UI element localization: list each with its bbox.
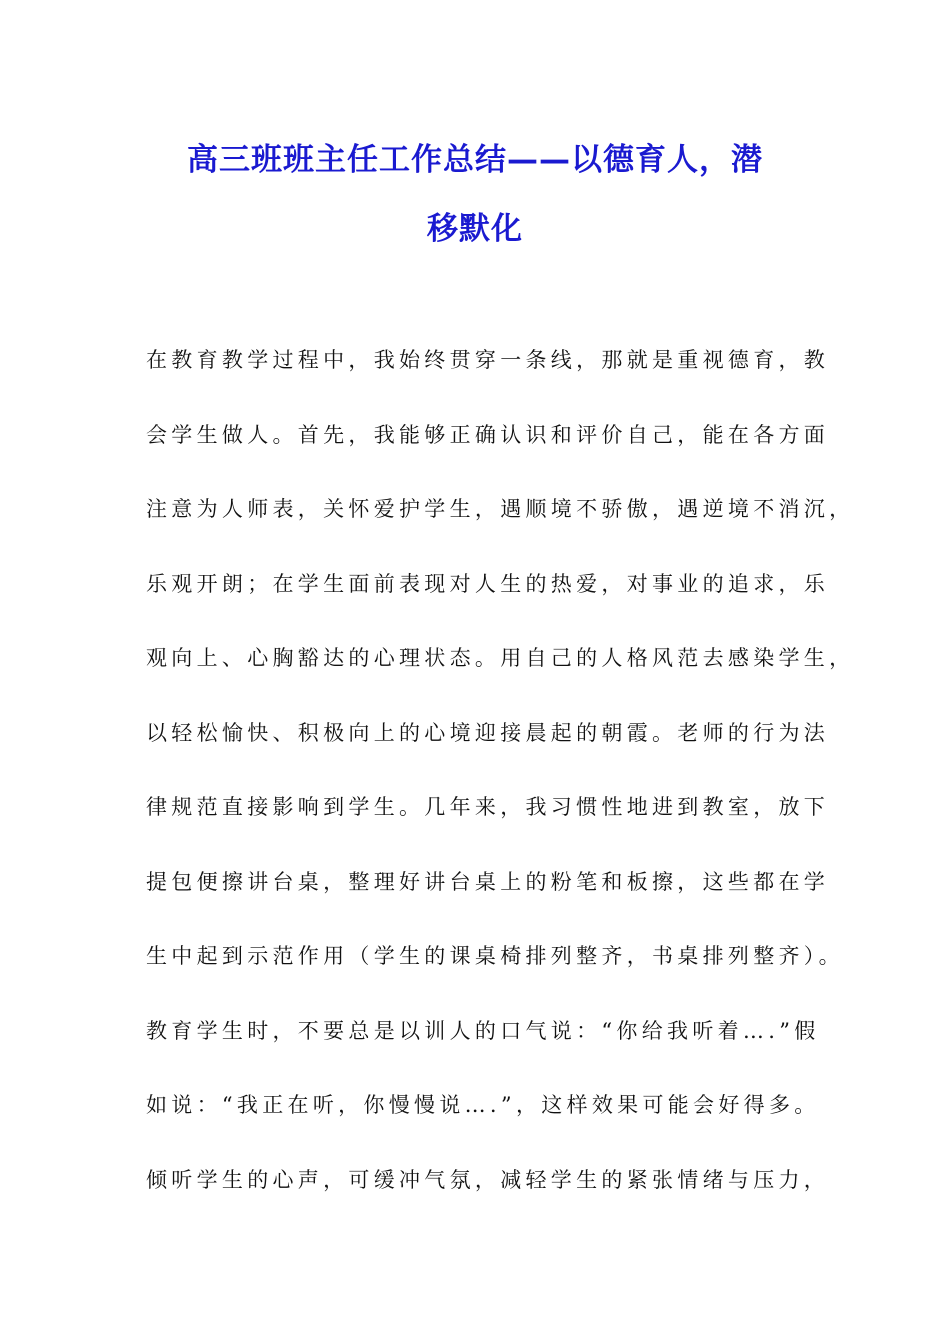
document-body	[146, 340, 855, 1234]
body-line: 在教育教学过程中，我始终贯穿一条线，那就是重视德育，教	[146, 348, 830, 372]
body-line: 以轻松愉快、积极向上的心境迎接晨起的朝霞。老师的行为法	[146, 720, 830, 745]
body-line: 生中起到示范作用（学生的课桌椅排列整齐，书桌排列整齐）。	[146, 944, 844, 968]
body-line: 乐观开朗；在学生面前表现对人生的热爱，对事业的追求，乐	[146, 571, 830, 596]
body-line: 倾听学生的心声，可缓冲气氛，减轻学生的紧张情绪与压力，	[146, 1167, 830, 1192]
body-line: 教育学生时，不要总是以训人的口气说：“你给我听着….”假	[146, 1018, 820, 1043]
body-line: 律规范直接影响到学生。几年来，我习惯性地进到教室，放下	[146, 795, 830, 819]
body-line: 会学生做人。首先，我能够正确认识和评价自己，能在各方面	[146, 422, 830, 447]
body-line: 注意为人师表，关怀爱护学生，遇顺境不骄傲，遇逆境不消沉，	[146, 497, 855, 521]
body-line: 观向上、心胸豁达的心理状态。用自己的人格风范去感染学生，	[146, 646, 855, 670]
document-title-line-2: 移默化	[427, 211, 523, 247]
document-title-line-1: 高三班班主任工作总结——以德育人，潜	[187, 142, 763, 178]
body-line: 如说：“我正在听，你慢慢说….”，这样效果可能会好得多。	[146, 1093, 820, 1117]
body-line: 提包便擦讲台桌，整理好讲台桌上的粉笔和板擦，这些都在学	[146, 869, 830, 894]
